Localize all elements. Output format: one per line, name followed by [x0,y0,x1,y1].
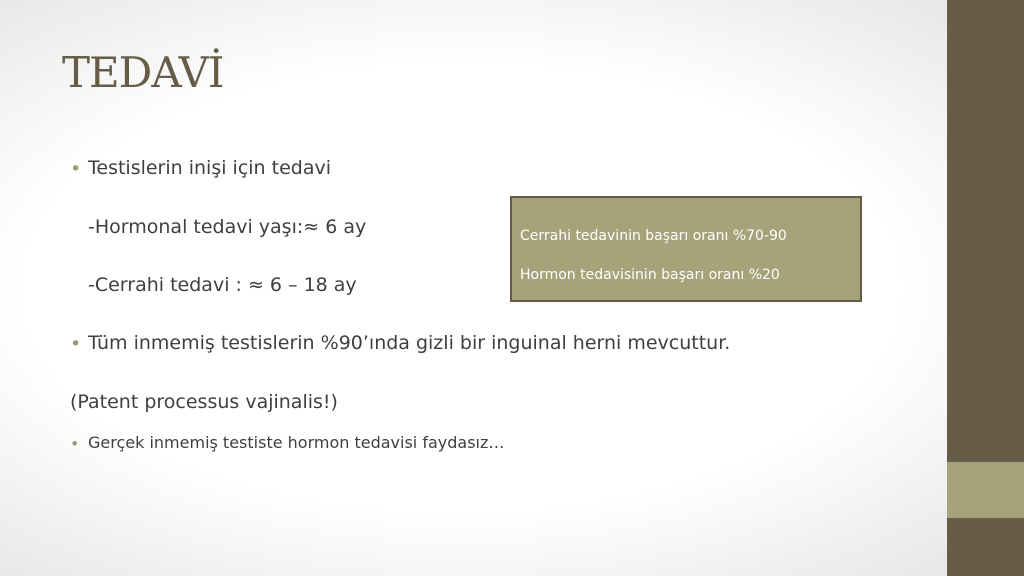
bullet-hernia: Tüm inmemiş testislerin %90’ında gizli bir inguinal herni mevcuttur. [88,332,731,354]
hormone-success-rate: Hormon tedavisinin başarı oranı %20 [520,267,780,283]
bullet-marker: • [70,333,82,355]
bullet-marker: • [70,434,80,453]
side-accent-bar [947,0,1024,576]
bullet-hormone-useless: Gerçek inmemiş testiste hormon tedavisi faydasız… [88,433,505,452]
success-rate-box [510,196,862,302]
side-accent-stripe [947,462,1024,518]
bullet-marker: • [70,158,82,180]
sub-item-hormonal-age: -Hormonal tedavi yaşı:≈ 6 ay [88,216,367,238]
note-patent-processus: (Patent processus vajinalis!) [70,391,338,413]
bullet-descent-treatment: Testislerin inişi için tedavi [88,157,332,179]
surgical-success-rate: Cerrahi tedavinin başarı oranı %70-90 [520,228,787,244]
slide-title: TEDAVİ [62,48,224,97]
sub-item-surgical-age: -Cerrahi tedavi : ≈ 6 – 18 ay [88,274,357,296]
